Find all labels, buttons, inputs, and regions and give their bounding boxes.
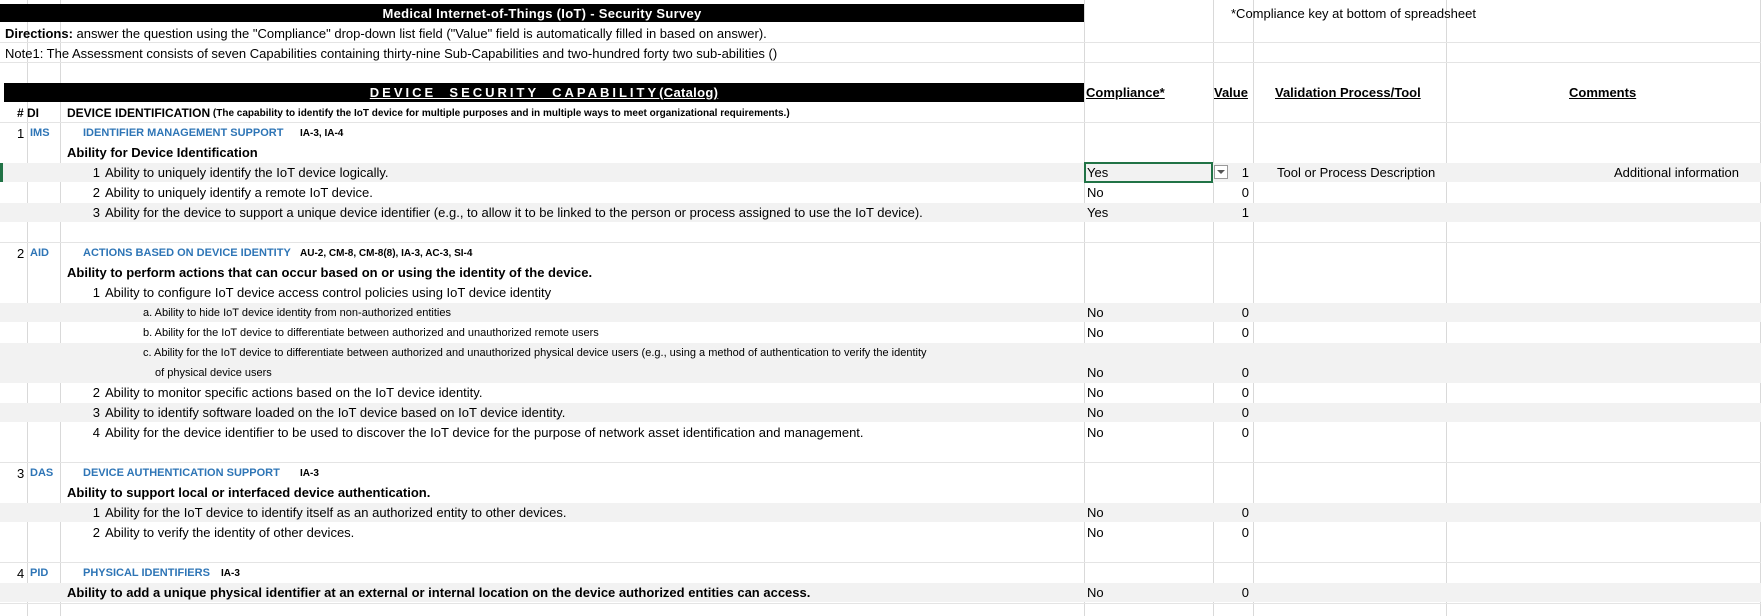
section-number: 2 [17, 245, 25, 261]
capability-id: # DI [17, 106, 40, 120]
table-row [0, 183, 1761, 202]
value-cell: 0 [1241, 385, 1249, 400]
compliance-select[interactable]: No [1087, 325, 1104, 340]
value-cell: 1 [1241, 205, 1249, 220]
compliance-select[interactable]: No [1087, 585, 1104, 600]
capability-name: DEVICE IDENTIFICATION [67, 106, 211, 120]
dropdown-arrow-icon[interactable] [1214, 165, 1228, 179]
item-text: Ability to uniquely identify the IoT device logically. [105, 165, 389, 180]
section-code: PID [30, 567, 49, 579]
item-text: Ability to configure IoT device access control policies using IoT device identity [105, 285, 552, 300]
section-row [0, 564, 1761, 582]
table-row [0, 203, 1761, 222]
column-header-compliance[interactable]: Compliance* [1086, 85, 1165, 100]
compliance-select[interactable]: No [1087, 365, 1104, 380]
subitem-text-continued: of physical device users [155, 366, 272, 379]
item-number: 4 [92, 425, 100, 440]
capability-title [67, 104, 790, 122]
column-header-value[interactable]: Value [1214, 85, 1248, 100]
item-number: 2 [92, 385, 100, 400]
section-name: DEVICE AUTHENTICATION SUPPORT [83, 467, 280, 479]
section-controls: IA-3 [221, 567, 240, 579]
item-text: Ability to monitor specific actions based on the IoT device identity. [105, 385, 483, 400]
directions [5, 24, 767, 42]
section-controls: AU-2, CM-8, CM-8(8), IA-3, AC-3, SI-4 [300, 247, 473, 259]
value-cell: 0 [1241, 505, 1249, 520]
section-name: ACTIONS BASED ON DEVICE IDENTITY [83, 247, 291, 259]
table-row [0, 423, 1761, 442]
value-cell: 0 [1241, 405, 1249, 420]
table-row [0, 503, 1761, 522]
section-controls: IA-3, IA-4 [300, 127, 344, 139]
section-number: 4 [17, 565, 25, 581]
value-cell: 0 [1241, 525, 1249, 540]
directions-text: answer the question using the "Compliance" drop-down list field ("Value" field is automatically filled in based on answer). [72, 25, 767, 41]
catalog-title-sub: (Catalog) [659, 85, 719, 100]
compliance-select[interactable]: Yes [1087, 205, 1109, 220]
section-controls: IA-3 [300, 467, 319, 479]
validation-cell[interactable]: Tool or Process Description [1277, 165, 1436, 180]
compliance-select[interactable]: Yes [1087, 165, 1109, 180]
ability-heading: Ability to support local or interfaced device authentication. [67, 485, 431, 500]
compliance-select[interactable]: No [1087, 305, 1104, 320]
section-name: PHYSICAL IDENTIFIERS [83, 567, 210, 579]
ability-heading: Ability for Device Identification [67, 145, 258, 160]
capability-desc: (The capability to identify the IoT device for multiple purposes and in multiple ways to meet organizational requirements.) [210, 107, 790, 119]
item-number: 1 [92, 165, 100, 180]
value-cell: 0 [1241, 325, 1249, 340]
subitem-text: b. Ability for the IoT device to differentiate between authorized and unauthorized remote users [143, 326, 599, 339]
compliance-select[interactable]: No [1087, 385, 1104, 400]
table-row [0, 403, 1761, 422]
column-header-validation[interactable]: Validation Process/Tool [1275, 85, 1421, 100]
table-row [0, 163, 1761, 182]
item-number: 1 [92, 505, 100, 520]
table-row [0, 303, 1761, 322]
note1: Note1: The Assessment consists of seven Capabilities containing thirty-nine Sub-Capabilities and two-hundred forty two sub-abilities () [5, 45, 778, 61]
column-header-comments[interactable]: Comments [1569, 85, 1637, 100]
table-row [0, 383, 1761, 402]
item-text: Ability to verify the identity of other devices. [105, 525, 355, 540]
value-cell: 0 [1241, 585, 1249, 600]
table-row [0, 283, 1761, 302]
value-cell: 0 [1241, 425, 1249, 440]
value-cell: 1 [1241, 165, 1249, 180]
section-name: IDENTIFIER MANAGEMENT SUPPORT [83, 127, 284, 139]
item-number: 3 [92, 405, 100, 420]
section-code: DAS [30, 467, 54, 479]
item-text: Ability to uniquely identify a remote IoT device. [105, 185, 373, 200]
ability-heading: Ability to add a unique physical identifier at an external or internal location on the device authorized entities can access. [67, 585, 811, 600]
table-row [0, 323, 1761, 342]
item-text: Ability for the device to support a unique device identifier (e.g., to allow it to be linked to the person or process assigned to use the IoT device). [105, 205, 923, 220]
subitem-text: c. Ability for the IoT device to differentiate between authorized and unauthorized physical device users (e.g., using a method of authentication to verify the identity [143, 346, 927, 359]
section-code: AID [30, 247, 49, 259]
ability-heading: Ability to perform actions that can occur based on or using the identity of the device. [67, 265, 593, 280]
directions-label: Directions: [5, 25, 73, 41]
section-row [0, 244, 1761, 262]
value-cell: 0 [1241, 365, 1249, 380]
table-row [0, 343, 1761, 383]
section-code: IMS [30, 127, 50, 139]
compliance-select[interactable]: No [1087, 425, 1104, 440]
compliance-select[interactable]: No [1087, 505, 1104, 520]
comments-cell[interactable]: Additional information [1614, 165, 1740, 180]
section-row [0, 464, 1761, 482]
value-cell: 0 [1241, 305, 1249, 320]
survey-title: Medical Internet-of-Things (IoT) - Security Survey [382, 5, 702, 21]
item-number: 2 [92, 525, 100, 540]
compliance-select[interactable]: No [1087, 525, 1104, 540]
section-row [0, 124, 1761, 142]
value-cell: 0 [1241, 185, 1249, 200]
item-text: Ability for the device identifier to be used to discover the IoT device for the purpose of network asset identification and management. [105, 425, 864, 440]
item-text: Ability for the IoT device to identify itself as an authorized entity to other devices. [105, 505, 567, 520]
item-number: 2 [92, 185, 100, 200]
item-number: 3 [92, 205, 100, 220]
subitem-text: a. Ability to hide IoT device identity from non-authorized entities [143, 306, 451, 319]
item-text: Ability to identify software loaded on the IoT device based on IoT device identity. [105, 405, 566, 420]
catalog-title-main: DEVICE SECURITY CAPABILITY [369, 85, 660, 100]
selected-cell-outline [1084, 162, 1213, 183]
compliance-key-note: *Compliance key at bottom of spreadsheet [1231, 5, 1476, 21]
section-number: 3 [17, 465, 25, 481]
section-number: 1 [17, 125, 25, 141]
table-row [0, 523, 1761, 542]
table-row [0, 583, 1761, 602]
compliance-select[interactable]: No [1087, 405, 1104, 420]
item-number: 1 [92, 285, 100, 300]
compliance-select[interactable]: No [1087, 185, 1104, 200]
